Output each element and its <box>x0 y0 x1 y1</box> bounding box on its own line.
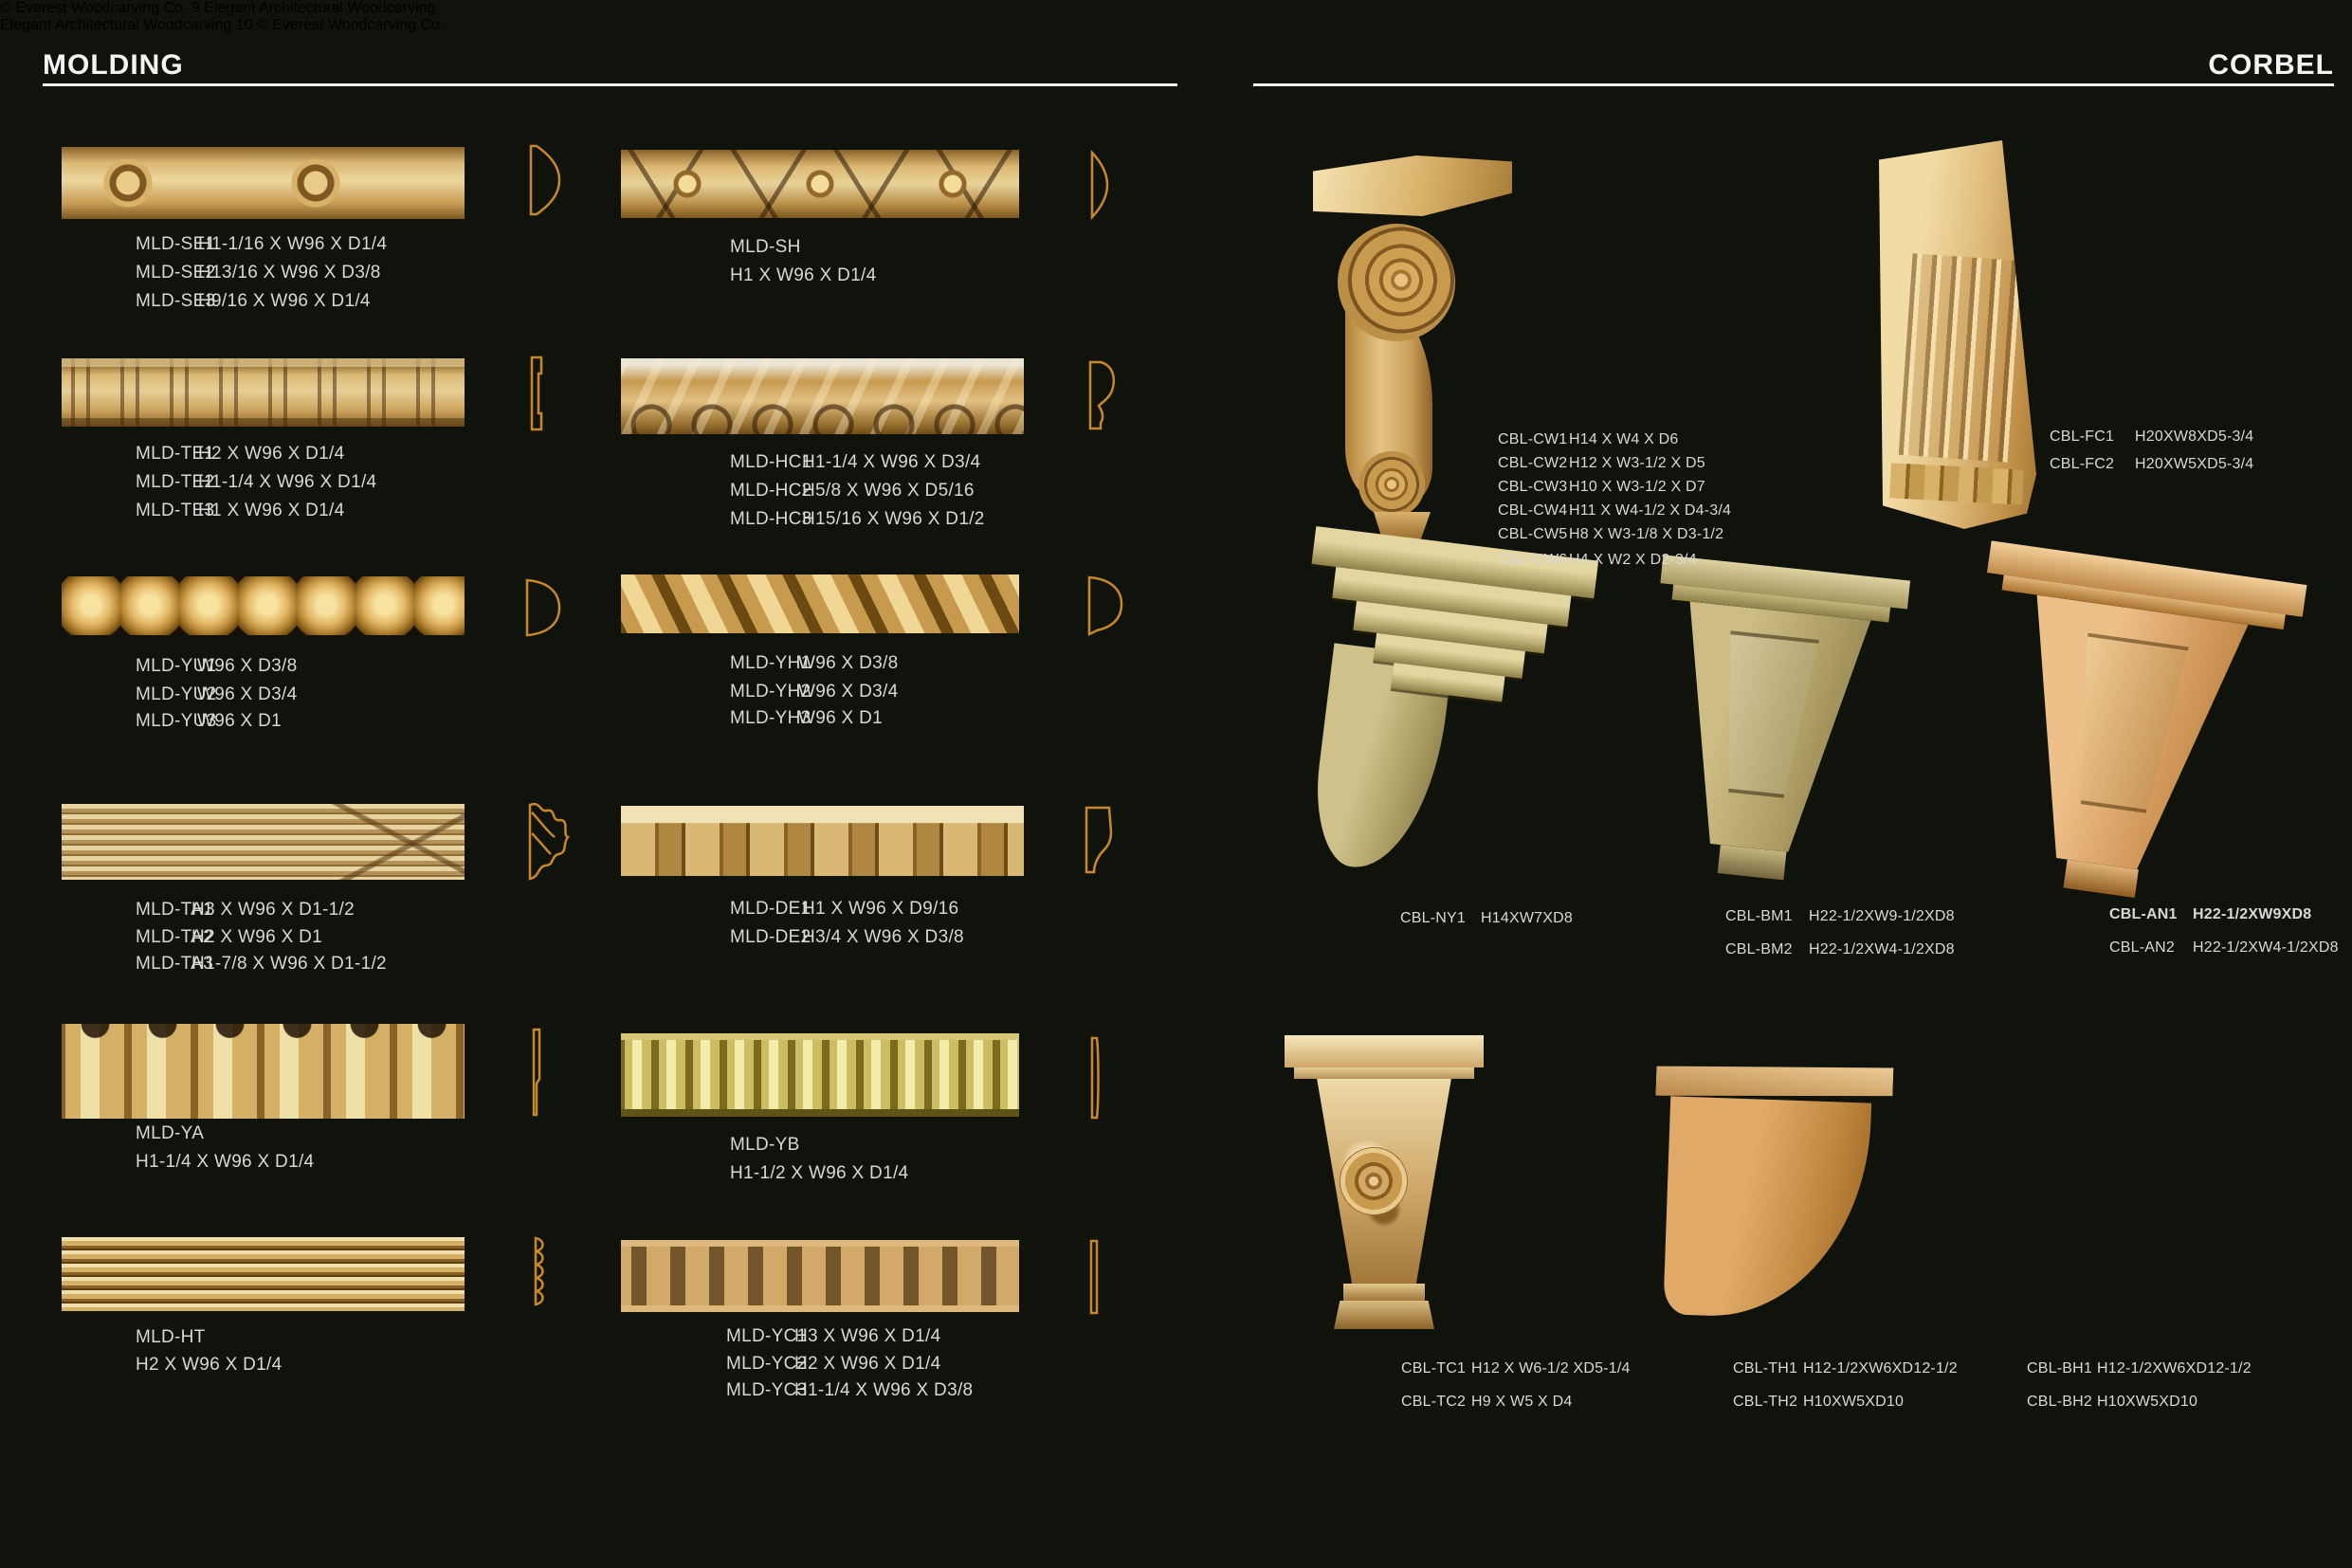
product-code: MLD-SH <box>730 237 801 257</box>
product-code: CBL-NY1 <box>1400 910 1466 926</box>
product-code: CBL-FC2 <box>2050 456 2115 472</box>
molding-photo-mld-ta <box>62 804 465 880</box>
product-code: MLD-YB <box>730 1135 800 1155</box>
product-dims: H1-1/16 X W96 X D1/4 <box>198 234 388 254</box>
molding-photo-mld-ht <box>62 1237 465 1311</box>
product-code: CBL-CW2 <box>1498 455 1568 471</box>
corbel-cbl-an-image <box>1952 541 2300 921</box>
corbel-cbl-bh-image <box>2021 1060 2277 1356</box>
corbel-cbl-th-image <box>1647 1060 1894 1370</box>
page-title-corbel: CORBEL <box>2208 49 2334 81</box>
corbel-base <box>1889 464 2024 505</box>
product-dims: W96 X D1 <box>798 708 883 728</box>
product-code: MLD-YU1 <box>136 656 217 676</box>
profile-icon-mld-yc <box>1086 1237 1102 1317</box>
product-code: CBL-CW1 <box>1498 431 1568 447</box>
product-code: MLD-DE1 <box>730 899 811 919</box>
product-code: MLD-TA2 <box>136 927 213 947</box>
product-dims: H14XW7XD8 <box>1481 910 1573 926</box>
profile-icon-mld-ya <box>529 1027 546 1118</box>
product-code: CBL-AN2 <box>2109 939 2175 956</box>
product-dims: H12 X W6-1/2 XD5-1/4 <box>1471 1360 1631 1377</box>
product-code: CBL-TC1 <box>1401 1360 1467 1377</box>
profile-icon-mld-de <box>1081 804 1119 878</box>
product-dims: H15/16 X W96 X D1/2 <box>802 509 985 529</box>
product-code: MLD-SE2 <box>136 263 216 283</box>
product-code: MLD-TA3 <box>136 954 213 974</box>
product-dims: W96 X D3/4 <box>798 682 899 702</box>
product-dims: H3 X W96 X D1/4 <box>794 1326 941 1346</box>
product-dims: H1-1/4 X W96 X D3/4 <box>802 452 981 472</box>
product-code: CBL-CW6 <box>1498 552 1568 568</box>
product-dims: H10 X W3-1/2 X D7 <box>1569 479 1705 495</box>
molding-photo-mld-hc <box>621 358 1024 434</box>
product-dims: H14 X W4 X D6 <box>1569 431 1679 447</box>
product-dims: H1 X W96 X D1/4 <box>198 501 345 520</box>
product-code: MLD-SE1 <box>136 234 216 254</box>
product-dims: H22-1/2XW9-1/2XD8 <box>1809 908 1955 924</box>
product-dims: H22-1/2XW4-1/2XD8 <box>2193 939 2339 956</box>
product-dims: H22-1/2XW9XD8 <box>2193 906 2312 922</box>
product-dims: H3/4 X W96 X D3/8 <box>802 927 964 947</box>
profile-icon-mld-ht <box>531 1234 550 1314</box>
title-rule-right <box>1253 83 2334 86</box>
product-dims: H1-1/4 X W96 X D1/4 <box>136 1152 315 1172</box>
product-dims: H12 X W3-1/2 X D5 <box>1569 455 1705 471</box>
profile-icon-mld-yu <box>521 576 565 639</box>
product-code: MLD-YC3 <box>726 1380 808 1400</box>
corbel-scroll-small <box>1358 451 1425 518</box>
footer-brand: © Everest Woodcarving Co. <box>0 0 188 16</box>
profile-icon-mld-hc <box>1084 358 1120 434</box>
footer-page-number: 9 <box>191 0 200 16</box>
product-dims: H13/16 X W96 X D3/8 <box>198 263 381 283</box>
product-dims: H22-1/2XW4-1/2XD8 <box>1809 941 1955 957</box>
corbel-cbl-bm-image <box>1635 556 1905 901</box>
corbel-scroll <box>1338 224 1455 341</box>
molding-photo-mld-yc <box>621 1240 1019 1312</box>
product-dims: H10XW5XD10 <box>1803 1394 1905 1410</box>
product-code: CBL-TH1 <box>1733 1360 1798 1377</box>
product-code: CBL-TC2 <box>1401 1394 1467 1410</box>
product-code: MLD-SE3 <box>136 291 216 311</box>
corbel-cbl-cw-image <box>1313 150 1526 548</box>
molding-photo-mld-ya <box>62 1024 465 1119</box>
molding-photo-mld-yb <box>621 1033 1019 1117</box>
corbel-foot <box>1718 845 1787 880</box>
product-code: CBL-AN1 <box>2109 906 2178 922</box>
product-dims: H2 X W96 X D1/4 <box>198 444 345 464</box>
product-code: CBL-TH2 <box>1733 1394 1798 1410</box>
product-code: MLD-HC3 <box>730 509 812 529</box>
product-code: CBL-CW5 <box>1498 526 1568 542</box>
molding-photo-mld-de <box>621 806 1024 876</box>
product-code: MLD-DE2 <box>730 927 811 947</box>
product-dims: W96 X D3/4 <box>197 684 298 704</box>
product-dims: W96 X D3/8 <box>798 653 899 673</box>
footer-page-number: 10 <box>235 17 253 33</box>
product-code: CBL-CW4 <box>1498 502 1568 519</box>
corbel-body <box>1860 140 2050 529</box>
footer-brand: © Everest Woodcarving Co. <box>256 17 445 33</box>
product-code: CBL-FC1 <box>2050 428 2115 445</box>
corbel-cap <box>1285 1035 1484 1067</box>
product-dims: H2 X W96 X D1/4 <box>136 1355 283 1375</box>
molding-photo-mld-se <box>62 147 465 219</box>
product-code: MLD-YH1 <box>730 653 811 673</box>
product-code: MLD-HC2 <box>730 481 812 501</box>
product-dims: H20XW8XD5-3/4 <box>2135 428 2254 445</box>
molding-photo-mld-yh <box>621 574 1019 633</box>
molding-photo-mld-sh <box>621 150 1019 218</box>
footer-slogan: Elegant Architectural Woodcarving <box>204 0 436 16</box>
product-code: MLD-TE2 <box>136 472 215 492</box>
product-code: MLD-YC1 <box>726 1326 808 1346</box>
footer-slogan: Elegant Architectural Woodcarving <box>0 17 232 33</box>
product-dims: H8 X W3-1/8 X D3-1/2 <box>1569 526 1724 542</box>
product-code: MLD-TE1 <box>136 444 215 464</box>
title-rule-left <box>43 83 1177 86</box>
product-dims: H10XW5XD10 <box>2097 1394 2198 1410</box>
product-code: MLD-YC2 <box>726 1354 808 1374</box>
product-code: CBL-BM2 <box>1725 941 1793 957</box>
product-code: MLD-YA <box>136 1123 205 1143</box>
product-dims: H11 X W4-1/2 X D4-3/4 <box>1569 502 1732 519</box>
product-code: CBL-BH1 <box>2027 1360 2092 1377</box>
product-dims: H1 X W96 X D1/4 <box>730 265 877 285</box>
product-dims: H1-1/2 X W96 X D1/4 <box>730 1163 909 1183</box>
product-dims: H12-1/2XW6XD12-1/2 <box>2097 1360 2252 1377</box>
corbel-plinth <box>1334 1301 1434 1329</box>
profile-icon-mld-te <box>527 355 548 432</box>
molding-photo-mld-te <box>62 358 465 427</box>
molding-photo-mld-yu <box>62 576 465 635</box>
product-dims: W96 X D1 <box>197 711 282 731</box>
product-code: MLD-YH3 <box>730 708 811 728</box>
profile-icon-mld-se <box>523 142 571 218</box>
product-dims: H1-1/4 X W96 X D1/4 <box>198 472 377 492</box>
profile-icon-mld-sh <box>1086 150 1111 220</box>
product-code: MLD-YU3 <box>136 711 217 731</box>
product-dims: H3 X W96 X D1-1/2 <box>191 900 355 920</box>
corbel-base <box>1343 1284 1425 1301</box>
product-code: CBL-CW3 <box>1498 479 1568 495</box>
product-code: CBL-BH2 <box>2027 1394 2092 1410</box>
product-dims: H5/8 X W96 X D5/16 <box>802 481 975 501</box>
product-dims: H1-7/8 X W96 X D1-1/2 <box>191 954 387 974</box>
product-dims: H2 X W96 X D1 <box>191 927 323 947</box>
footer-band-left <box>0 0 1135 17</box>
product-dims: H12-1/2XW6XD12-1/2 <box>1803 1360 1958 1377</box>
product-code: MLD-HC1 <box>730 452 812 472</box>
corbel-flutes <box>1899 253 2023 463</box>
footer-band-right <box>0 17 1081 34</box>
profile-icon-mld-yb <box>1088 1035 1102 1121</box>
product-dims: H4 X W2 X D2-3/4 <box>1569 552 1697 568</box>
corbel-cap <box>1294 1067 1474 1079</box>
product-code: CBL-BM1 <box>1725 908 1793 924</box>
product-code: MLD-TA1 <box>136 900 213 920</box>
product-dims: H20XW5XD5-3/4 <box>2135 456 2254 472</box>
corbel-cbl-fc-image <box>1860 140 2050 529</box>
page-title-molding: MOLDING <box>43 49 184 81</box>
corbel-cap <box>1313 155 1512 216</box>
corbel-ornament <box>1340 1147 1408 1215</box>
product-dims: H9/16 X W96 X D1/4 <box>198 291 371 311</box>
product-code: MLD-HT <box>136 1327 206 1347</box>
profile-icon-mld-yh <box>1084 574 1125 636</box>
product-code: MLD-YH2 <box>730 682 811 702</box>
corbel-cbl-tc-image <box>1285 1035 1484 1377</box>
product-dims: H1 X W96 X D9/16 <box>802 899 959 919</box>
product-code: MLD-YU2 <box>136 684 217 704</box>
product-dims: H2 X W96 X D1/4 <box>794 1354 941 1374</box>
product-dims: H9 X W5 X D4 <box>1471 1394 1573 1410</box>
product-dims: H1-1/4 X W96 X D3/8 <box>794 1380 974 1400</box>
corbel-cbl-ny-image <box>1274 526 1598 904</box>
product-code: MLD-TE3 <box>136 501 215 520</box>
profile-icon-mld-ta <box>522 799 572 884</box>
product-dims: W96 X D3/8 <box>197 656 298 676</box>
